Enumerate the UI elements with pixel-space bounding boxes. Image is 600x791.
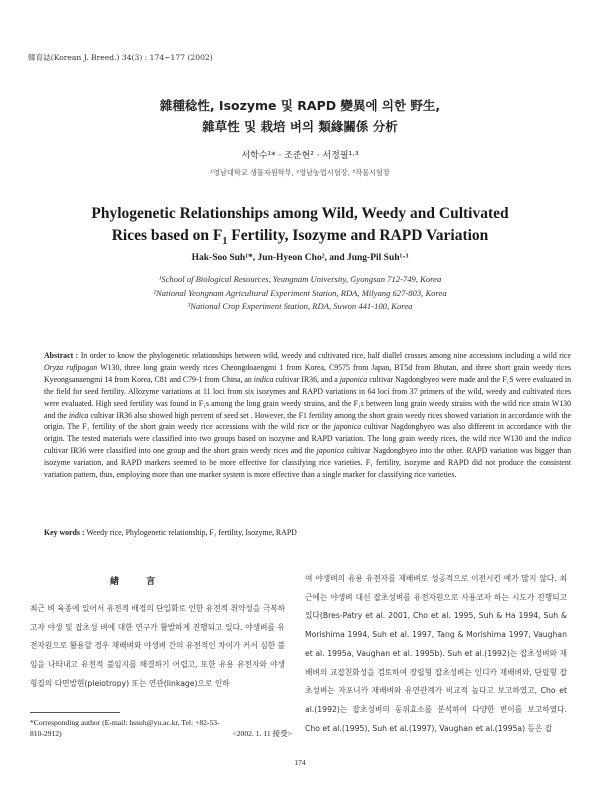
abstract-text: cultivar Nagdongbyeo was also different in accordance with the origin. The tested materials were classified into two groups based on isozyme and RAPD variation. The long grain weedy rices, the wild rice W130 and the — [44, 422, 571, 444]
abstract-text: cultivar IR36, and a — [273, 374, 340, 384]
footnote-line-1: *Corresponding author (E-mail: hssuh@yu.ac.kr, Tel: +82-53- — [30, 718, 220, 727]
english-title-line-2 — [0, 225, 600, 252]
english-affiliation-1: ¹School of Biological Resources, Yeungnam University, Gyongsan 712-749, Korea — [158, 274, 442, 284]
abstract-italic: indica — [253, 374, 274, 384]
keywords-label: Key words : — [44, 528, 85, 537]
english-affiliation-2: ²National Yeongnam Agricultural Experiment Station, RDA, Milyang 627-803, Korea — [153, 288, 447, 298]
footnote-divider — [30, 712, 120, 713]
right-column-body: 여 야생벼의 유용 유전자를 재배벼로 성공적으로 이전시킨 예가 많지 않다. 최근에는 야생벼 대신 잡초성벼를 유전자원으로 사용코자 하는 시도가 진행되고 있다(Bres-Patry et al. 2001, Cho et al. 1995, Suh & Ha 1994, Suh & Morishima 1994, Suh et al. 1997, Tang & Morishima 1997, Vaughan et al. 1995a, Vaughan et al. 1995b). Suh et al.(1992)는 잡초성벼와 재배벼의 교잡친화성을 검토하여 장립형 잡초성벼는 인디카 재배벼와, 단립형 잡초성벼는 자포니카 재배벼와 유연관계가 비교적 높다고 보고하였고, Cho et al.(1992)는 잡초성벼의 동위효소를 분석하여 다양한 변이를 보고하였다. Cho et al.(1995), Suh et al.(1997), Vaughan et al.(1995a) 등은 잡 — [305, 574, 567, 733]
abstract-species: Oryza rufipogon — [44, 362, 98, 372]
english-authors: Hak-Soo Suh¹*, Jun-Hyeon Cho², and Jung-Pil Suh¹·³ — [191, 253, 409, 263]
abstract — [44, 350, 571, 481]
footnote-line-2: 810-2912) — [30, 729, 62, 738]
section-heading-introduction: 緖 言 — [110, 577, 168, 587]
korean-affiliations: ¹영남대학교 생물자원학부, ²영남농업시험장, ³작물시험장 — [210, 168, 390, 177]
abstract-italic: indica — [68, 410, 89, 420]
english-affiliation-3: ³National Crop Experiment Station, RDA, Suwon 441-100, Korea — [187, 301, 413, 311]
abstract-italic: japonica — [339, 374, 368, 384]
abstract-label: Abstract : — [44, 351, 79, 360]
journal-header: 韓育誌(Korean J. Breed.) 34(3) : 174~177 (2002) — [28, 53, 213, 62]
keywords-text: Weedy rice, Phylogenetic relationship, F₁ fertility, Isozyme, RAPD — [84, 528, 297, 537]
english-title-subscript: 1 — [222, 236, 228, 248]
footnote-received-date: <2002. 1. 11 接受> — [232, 729, 292, 738]
english-title-line-2-post: Fertility, Isozyme and RAPD Variation — [227, 227, 489, 244]
abstract-italic: japonica — [316, 446, 345, 456]
abstract-text: W130, three long grain weedy rices Cheongdoaengmi 1 from Korea, C9575 from Japan, BT5d from Bhutan, and three short grain weedy rices Kyeongsanaengmi 14 from Korea, C81 and C79-1 from China, an — [44, 362, 572, 384]
left-column-body: 최근 벼 육종에 있어서 유전적 배경의 단일화로 인한 유전적 취약성을 극복하고자 야생 및 잡초성 벼에 대한 연구가 활발하게 진행되고 있다. 야생벼를 유전자원으로 활용할 경우 재배벼와 야생벼 간의 유전적인 차이가 커서 심한 불임을 나타내고 유전적 불임지를 해결하기 어렵고, 또한 유용 유전자와 야생 형질의 다면발현(pleiotropy) 또는 연관(linkage)으로 인하 — [30, 604, 285, 688]
abstract-text: cultivar Nagdongbyeo were made and the F₁S were evaluated in the field for seed fertility. Allozyme variations at 11 loci from six isozymes and RAPD variations in 64 loci from 37 primers of the wild, weedy and cultivated rices were evaluated. High seed fertility was found in F₁s among the long grain weedy strains, and the F₁s between long grain weedy strains with the wild rice strain W130 and the — [44, 374, 571, 420]
korean-authors: 서학수¹* · 조준현² · 서정필¹·³ — [241, 151, 359, 161]
abstract-text: cultivar IR36 were classified into one group and the short grain weedy rices and the — [44, 446, 317, 456]
abstract-text: In order to know the phylogenetic relationships between wild, weedy and cultivated rice, half diallel crosses among nine accessions including a wild rice — [78, 351, 571, 360]
english-title-line-1: Phylogenetic Relationships among Wild, Weedy and Cultivated — [91, 205, 509, 222]
korean-title-line-2: 雜草性 및 栽培 벼의 類緣關係 分析 — [202, 119, 398, 134]
korean-title-line-1: 雜種稔性, Isozyme 및 RAPD 變異에 의한 野生, — [159, 98, 441, 113]
abstract-italic: indica — [551, 434, 571, 444]
keywords — [44, 528, 571, 537]
page-number: 174 — [294, 758, 306, 767]
footnote-line-2-row — [30, 728, 292, 739]
abstract-text: cultivar Nagdongbyeo into the other. RAPD variation was bigger than isozyme variation, and RAPD markers seemed to be more effective for classifying rice varieties. F₁ fertility, isozyme and RAPD did not produce the consistent variation pattern, thus, employing more than one marker system is more effective than a single marker for classifying rice varieties. — [44, 446, 571, 480]
abstract-italic: japonica — [333, 422, 362, 432]
abstract-text: cultivar IR36 also showed high percent of seed set . However, the F1 fertility among the short grain weedy rices showed variation in accordance with the origin. The F₁ fertility of the short grain weedy rice accessions with the wild rice or the — [44, 410, 571, 432]
footnote — [30, 717, 292, 739]
english-title-line-2-pre: Rices based on F — [111, 227, 223, 244]
